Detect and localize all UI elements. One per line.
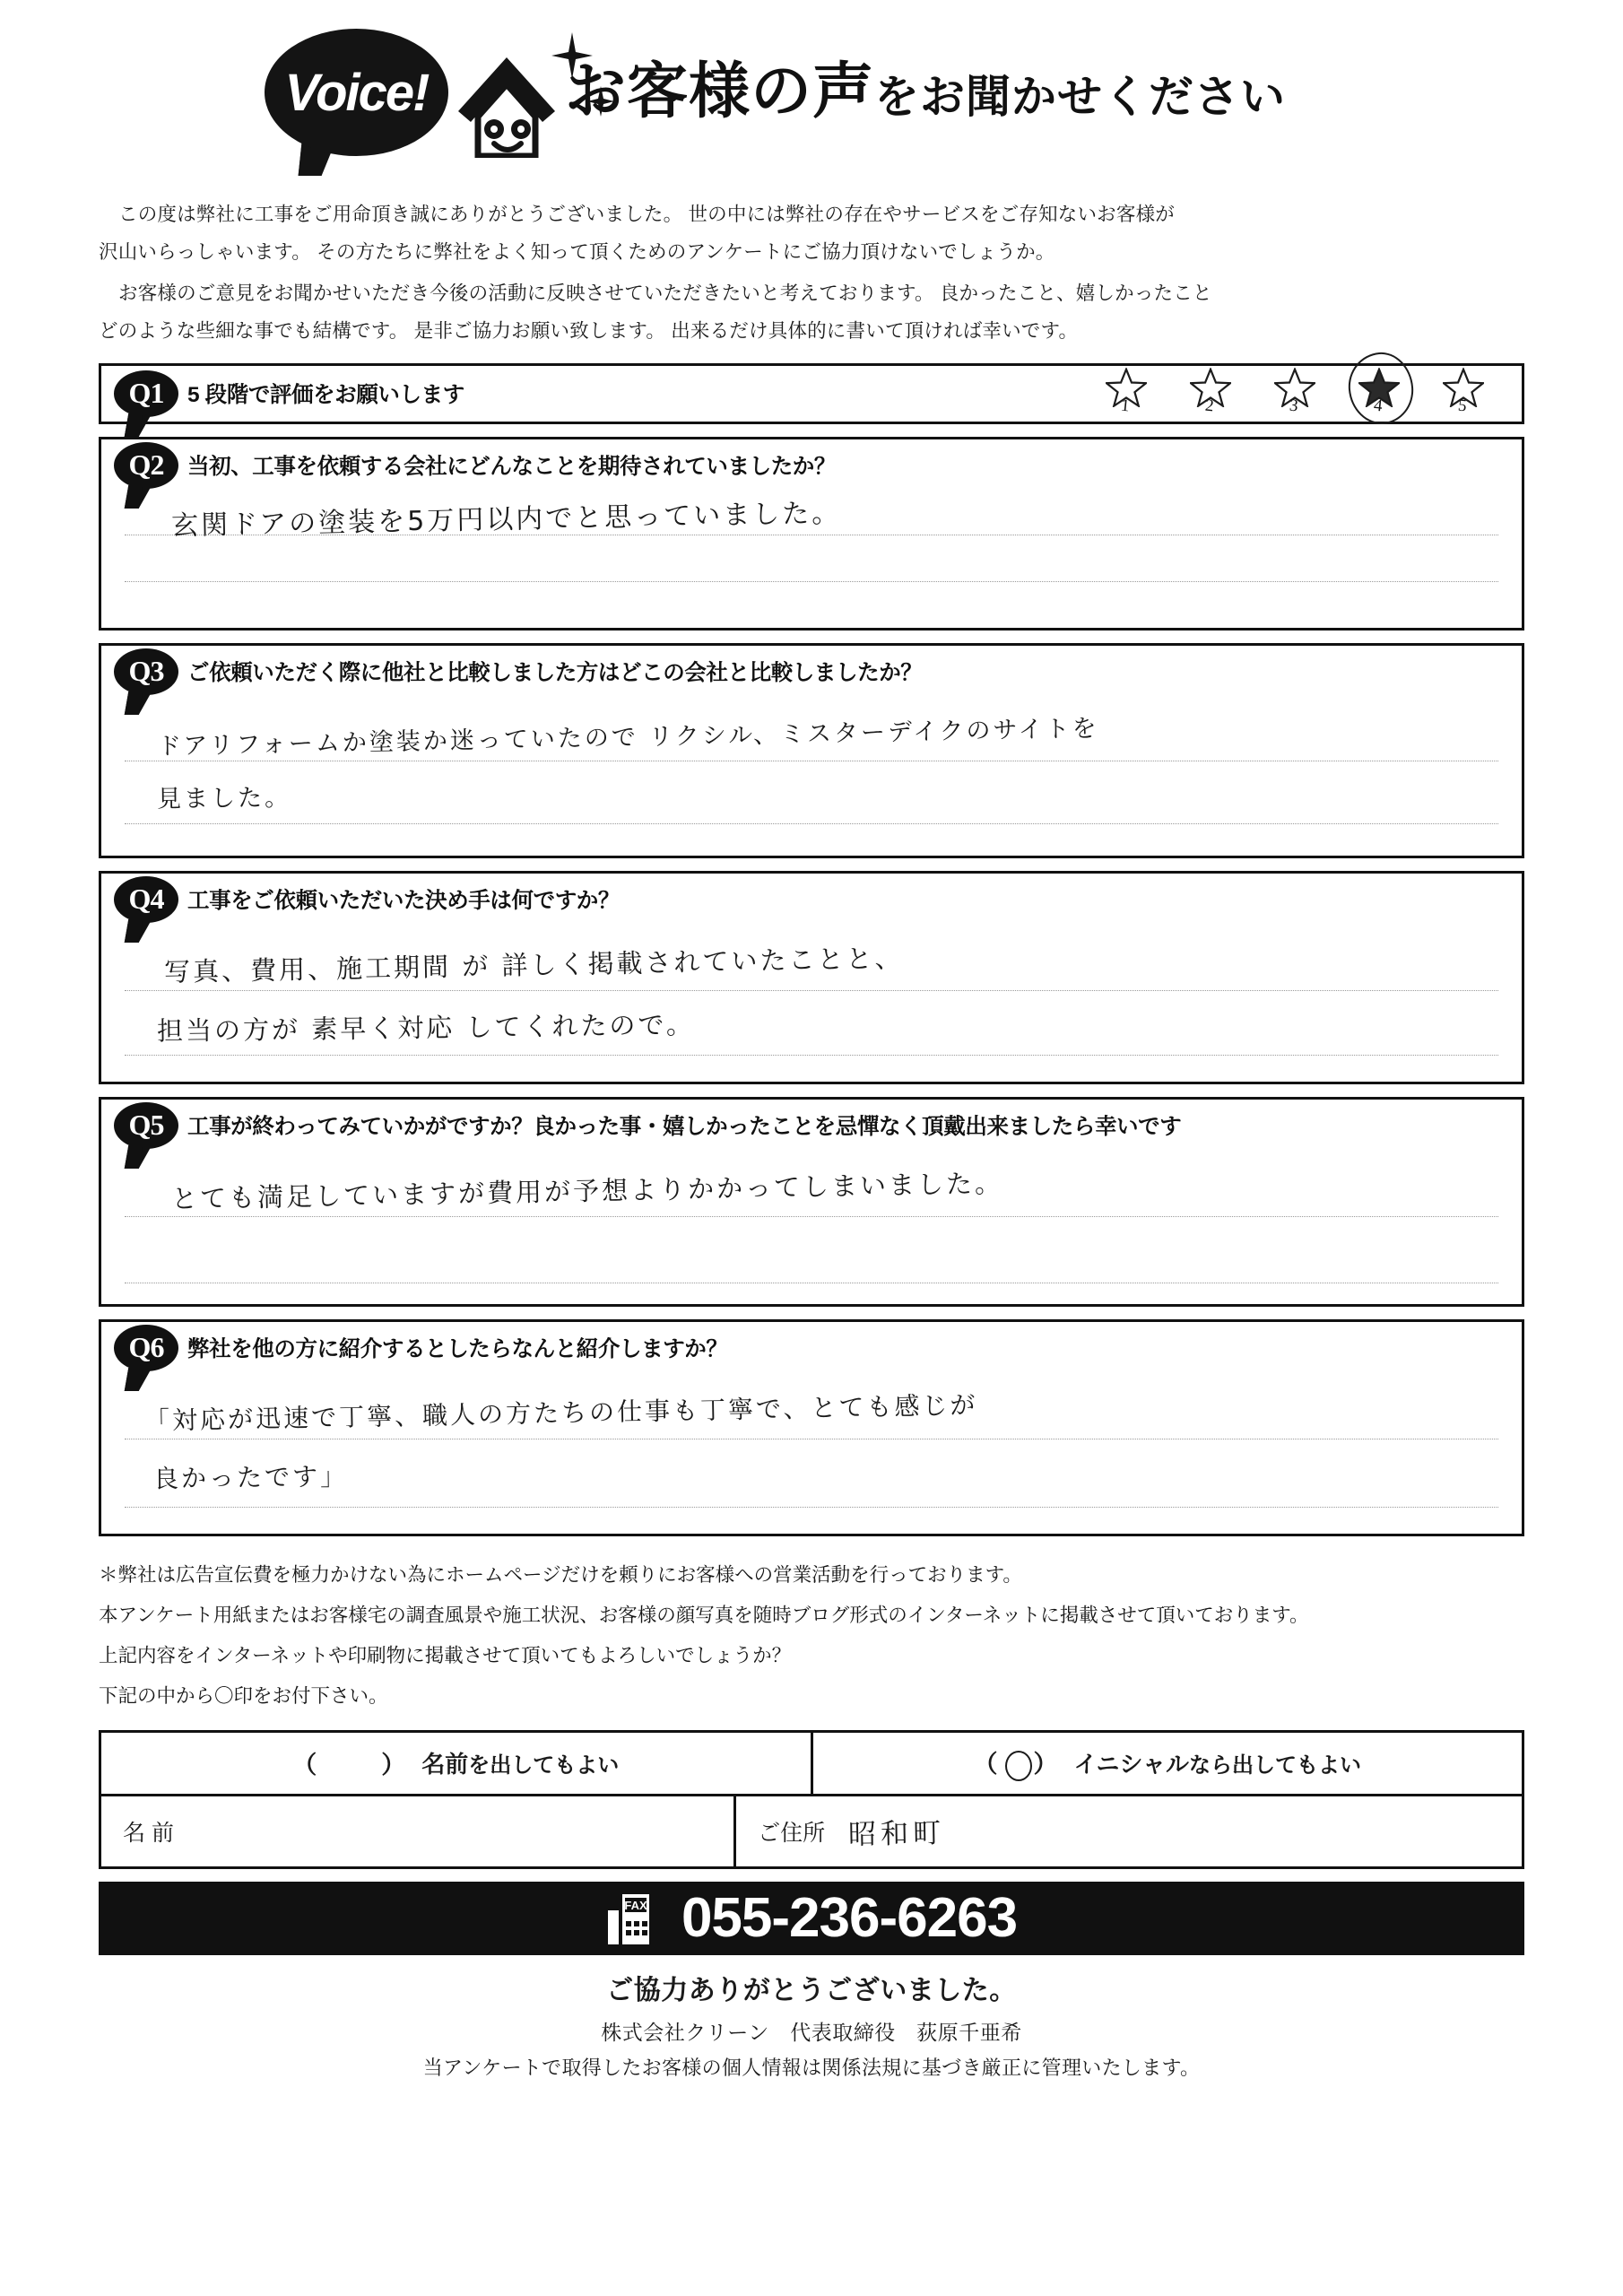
q3-label: ご依頼いただく際に他社と比較しました方はどこの会社と比較しましたか？: [187, 661, 923, 686]
rating-stars: [1104, 361, 1486, 414]
fax-machine-icon: [606, 1891, 662, 1946]
question-q6: [99, 1319, 1524, 1536]
rating-star-2[interactable]: [1188, 361, 1233, 414]
page-title-suffix: をお聞かせください: [874, 72, 1287, 122]
address-field-value: 昭和町: [847, 1817, 946, 1852]
q3-answer-line-2: 見ました。: [156, 783, 292, 813]
permission-options-row: [101, 1733, 1522, 1796]
q6-answer-line-1: 「対応が迅速で丁寧、職人の方たちの仕事も丁寧で、とても感じが: [143, 1389, 978, 1436]
note-line-2: 本アンケート用紙またはお客様宅の調査風景や施工状況、お客様の顔写真を随時ブログ形式のインターネットに掲載させて頂いております。: [99, 1604, 1309, 1626]
rating-star-1[interactable]: [1104, 361, 1149, 414]
address-field-label: ご住所: [758, 1820, 826, 1846]
circle-mark-icon: [1005, 1751, 1032, 1781]
privacy-notice: 当アンケートで取得したお客様の個人情報は関係法規に基づき厳正に管理いたします。: [422, 2056, 1201, 2079]
q1-label: 5 段階で評価をお願いします: [187, 383, 464, 408]
note-line-3: 上記内容をインターネットや印刷物に掲載させて頂いてもよろしいでしょうか？: [99, 1644, 792, 1666]
question-q2: [99, 437, 1524, 631]
permission-name-checkbox[interactable]: （ ）: [292, 1752, 412, 1779]
intro-paragraph-2: [99, 275, 1524, 351]
fax-number: 055-236-6263: [681, 1887, 1018, 1950]
q3-answer-area[interactable]: [101, 698, 1522, 856]
q6-header: [101, 1322, 1522, 1374]
page-title: [565, 57, 1287, 126]
q2-label: 当初、工事を依頼する会社にどんなことを期待されていましたか？: [187, 455, 836, 480]
q6-label: 弊社を他の方に紹介するとしたらなんと紹介しますか？: [187, 1337, 728, 1362]
question-q3: [99, 643, 1524, 858]
q4-label: 工事をご依頼いただいた決め手は何ですか？: [187, 889, 620, 914]
q5-answer-area[interactable]: [101, 1152, 1522, 1304]
permission-name-suffix: を出してもよい: [468, 1753, 620, 1779]
note-line-4: 下記の中から〇印をお付下さい。: [99, 1684, 388, 1707]
q3-answer-line-1: ドアリフォームか塗装か迷っていたので リクシル、ミスターデイクのサイトを: [156, 714, 1099, 761]
q5-badge: Q5: [114, 1102, 178, 1149]
permission-name-label: 名前: [421, 1751, 469, 1779]
thanks-message: ご協力ありがとうございました。: [606, 1975, 1017, 2005]
address-field[interactable]: [736, 1796, 1522, 1866]
permission-initial-suffix: なら出してもよい: [1188, 1753, 1361, 1779]
name-field[interactable]: [101, 1796, 736, 1866]
q4-answer-line-1: 写真、費用、施工期間 が 詳しく掲載されていたことと、: [163, 942, 904, 987]
question-q1: [99, 363, 1524, 424]
q4-header: [101, 874, 1522, 926]
rating-star-5-number: 5: [1456, 396, 1468, 416]
intro-p2-l1: お客様のご意見をお聞かせいただき今後の活動に反映させていただきたいと考えております。 良かったこと、嬉しかったこと: [118, 282, 1212, 304]
intro-paragraph-1: [99, 196, 1524, 272]
speech-bubble-icon: [265, 29, 448, 156]
q2-answer-line-1: 玄関ドアの塗装を5万円以内でと思っていました。: [170, 497, 842, 542]
permission-option-initial[interactable]: [813, 1733, 1523, 1794]
intro-p2-l2: どのような些細な事でも結構です。 是非ご協力お願い致します。 出来るだけ具体的に書いて頂ければ幸いです。: [99, 319, 1079, 342]
permission-fields-row: [101, 1796, 1522, 1866]
fax-tag-label: FAX: [624, 1898, 647, 1912]
q6-answer-line-2: 良かったです」: [152, 1461, 349, 1494]
rating-star-4-number: 4: [1372, 396, 1384, 416]
rating-star-5[interactable]: [1441, 361, 1486, 414]
page-title-main: お客様の声: [565, 57, 875, 126]
note-line-1: ＊弊社は広告宣伝費を極力かけない為にホームページだけを頼りにお客様への営業活動を行っております。: [99, 1563, 1022, 1586]
rating-star-4[interactable]: [1357, 361, 1402, 414]
q3-badge: Q3: [114, 648, 178, 695]
voice-badge-label: Voice!: [284, 63, 429, 122]
question-q4: [99, 871, 1524, 1084]
rating-star-1-number: 1: [1119, 396, 1131, 416]
disclosure-notes: [99, 1556, 1524, 1716]
permission-option-name[interactable]: [101, 1733, 813, 1794]
name-field-label: 名 前: [123, 1820, 174, 1846]
permission-table: [99, 1730, 1524, 1869]
q2-badge: Q2: [114, 442, 178, 489]
q2-header: [101, 439, 1522, 491]
company-signature: 株式会社クリーン 代表取締役 荻原千亜希: [601, 2020, 1022, 2044]
q4-answer-area[interactable]: [101, 926, 1522, 1082]
q5-label: 工事が終わってみていかがですか？良かった事・嬉しかったことを忌憚なく頂戴出来ましたら幸いです: [187, 1115, 1182, 1140]
q1-badge: Q1: [114, 370, 178, 417]
intro-text: [99, 196, 1524, 351]
q4-badge: Q4: [114, 876, 178, 923]
q5-answer-line-1: とても満足していますが費用が予想よりかかってしまいました。: [170, 1167, 1004, 1214]
q6-badge: Q6: [114, 1325, 178, 1371]
rating-star-2-number: 2: [1203, 396, 1215, 416]
house-mascot-icon: [453, 52, 560, 158]
permission-initial-checkbox[interactable]: （ ）: [974, 1744, 1063, 1781]
permission-initial-label: イニシャル: [1073, 1751, 1189, 1779]
rating-star-3[interactable]: [1272, 361, 1317, 414]
page-header: [99, 0, 1524, 193]
q4-answer-line-2: 担当の方が 素早く対応 してくれたので。: [156, 1009, 696, 1047]
question-q5: [99, 1097, 1524, 1307]
rating-star-3-number: 3: [1288, 396, 1299, 416]
fax-banner: [99, 1882, 1524, 1955]
intro-p1-l2: 沢山いらっしゃいます。 その方たちに弊社をよく知って頂くためのアンケートにご協力頂けないでしょうか。: [99, 240, 1055, 263]
q5-header: [101, 1100, 1522, 1152]
q6-answer-area[interactable]: [101, 1374, 1522, 1534]
q3-header: [101, 646, 1522, 698]
q2-answer-area[interactable]: [101, 491, 1522, 628]
intro-p1-l1: この度は弊社に工事をご用命頂き誠にありがとうございました。 世の中には弊社の存在やサービスをご存知ないお客様が: [118, 204, 1175, 225]
